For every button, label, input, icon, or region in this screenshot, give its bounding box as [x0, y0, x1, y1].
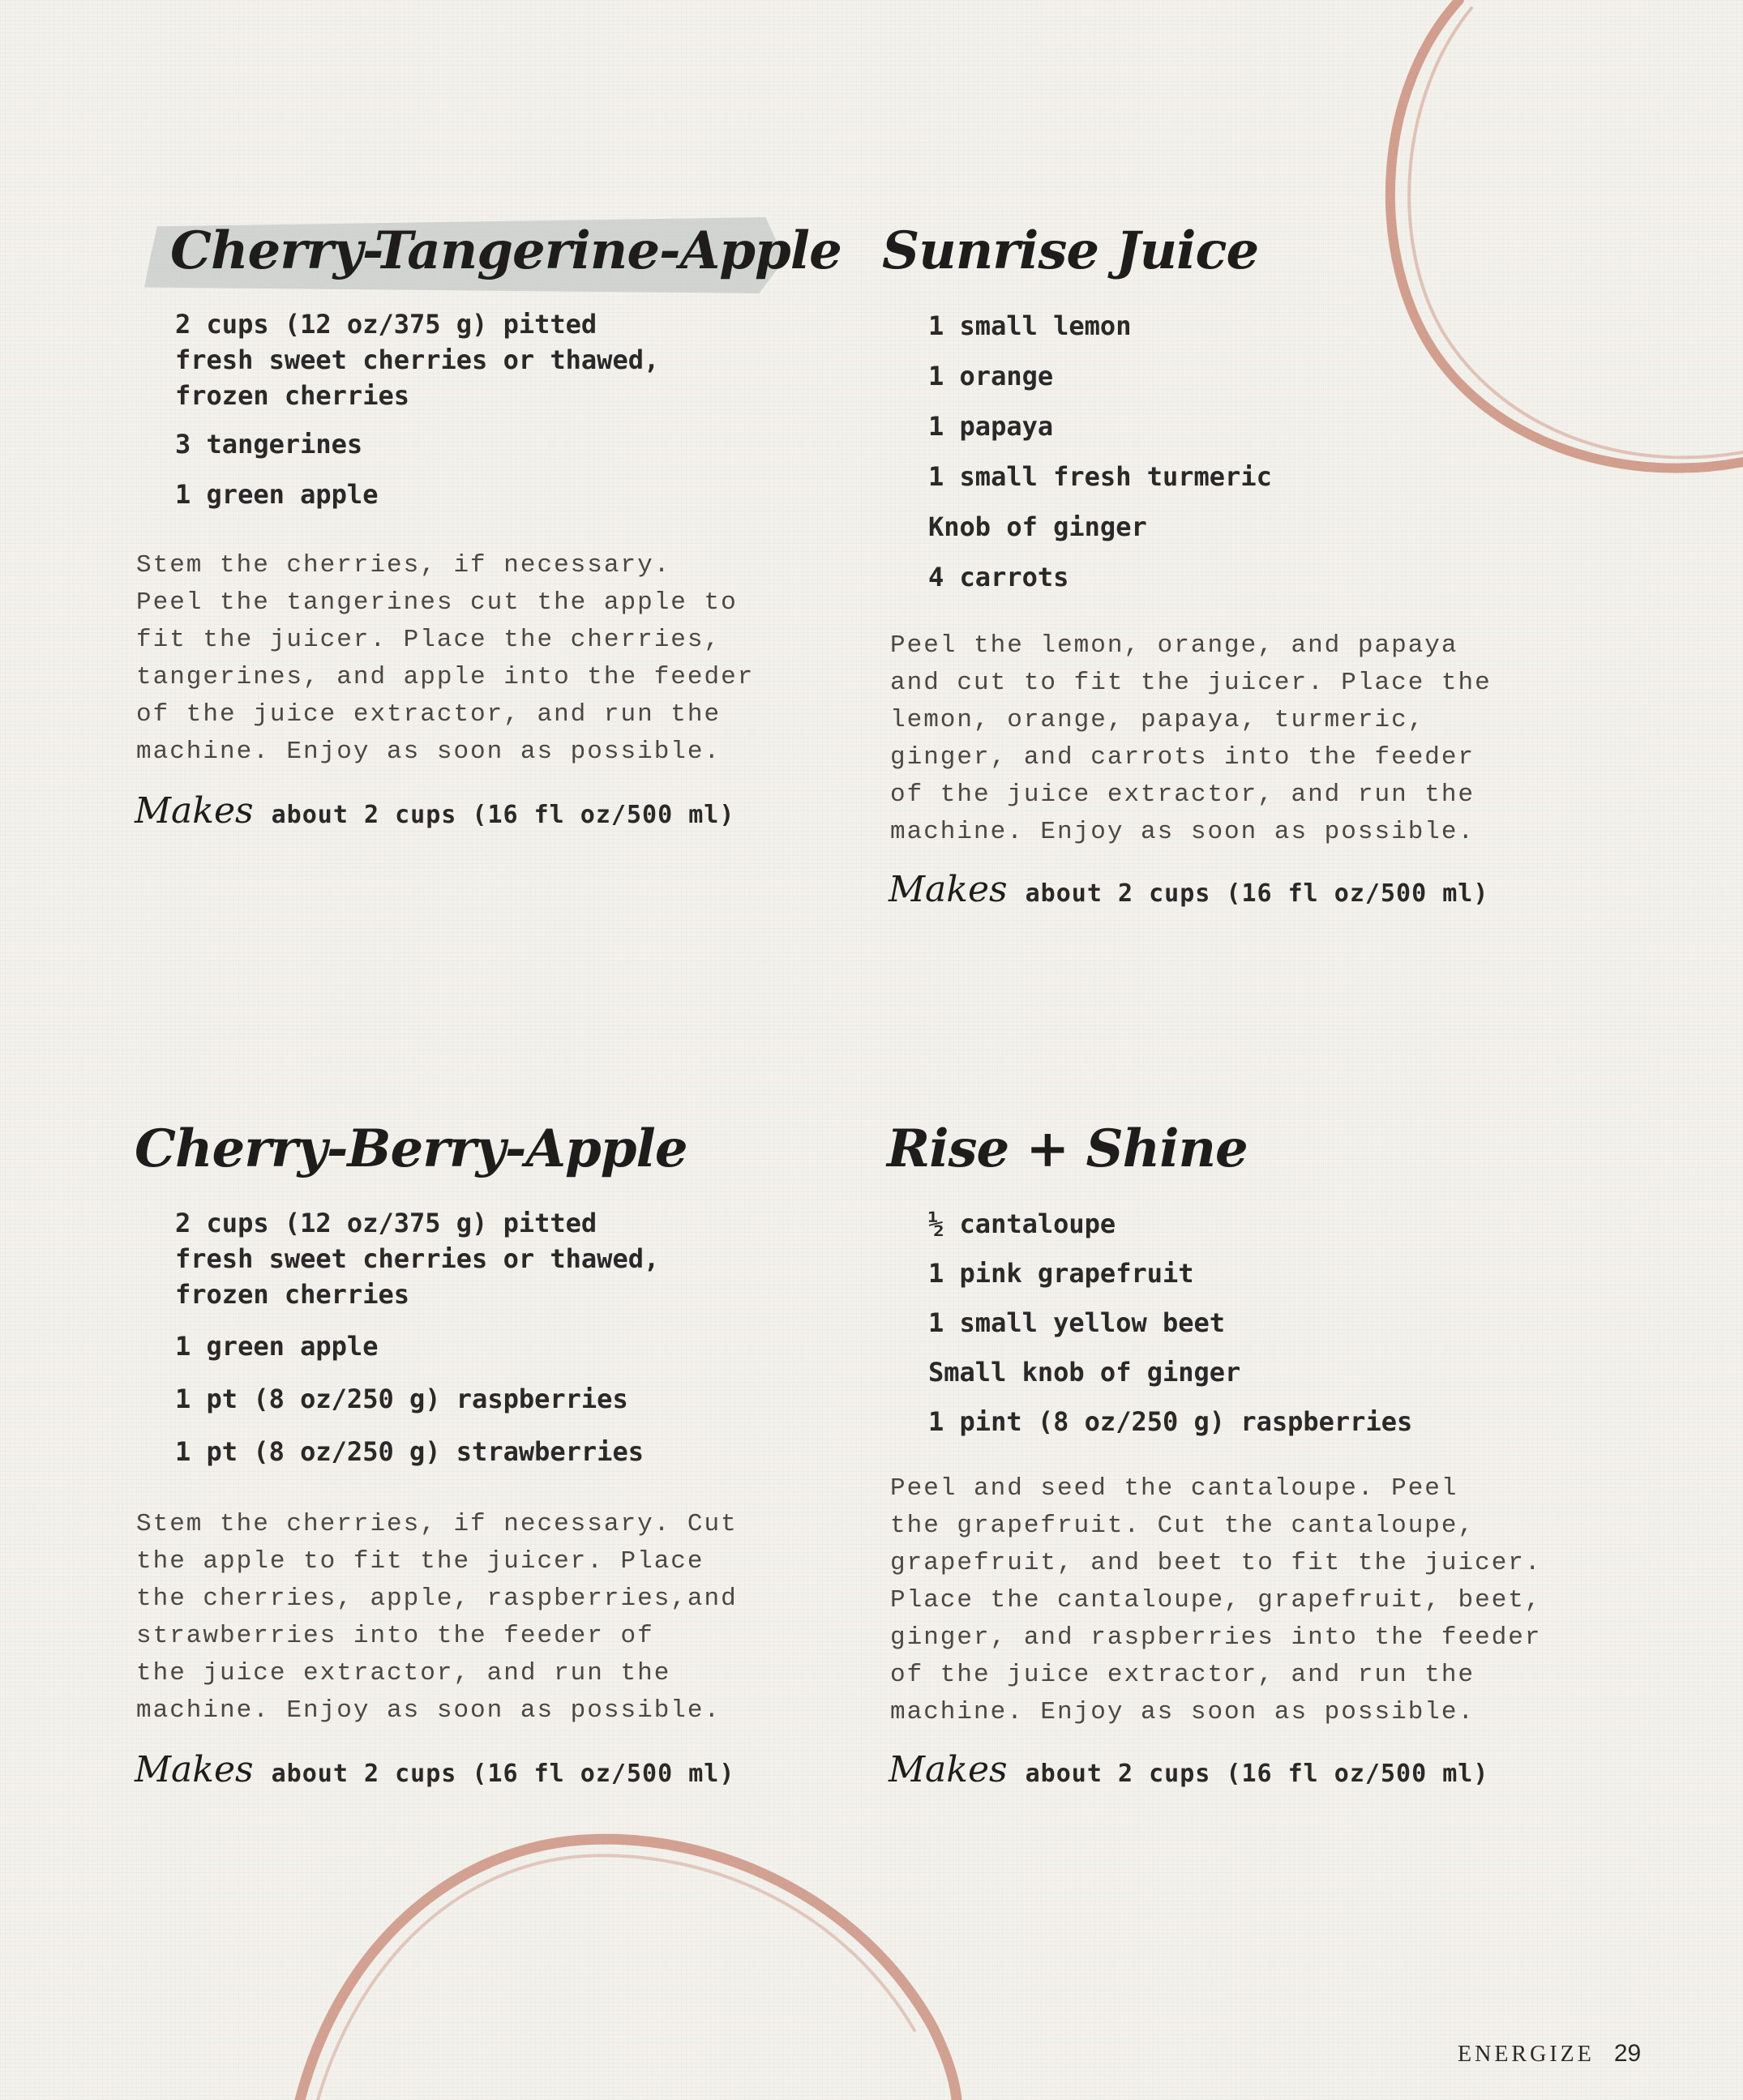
- recipe-title: Cherry-Berry-Apple: [135, 1118, 687, 1179]
- ingredient-item: Knob of ginger: [928, 511, 1147, 542]
- recipe-yield: [889, 1749, 1488, 1790]
- yield-lead: Makes: [889, 869, 1008, 910]
- method-line: machine. Enjoy as soon as possible.: [136, 738, 722, 766]
- method-line: the apple to fit the juicer. Place: [136, 1547, 704, 1576]
- ingredient-item: 1 pt (8 oz/250 g) raspberries: [175, 1384, 628, 1414]
- method-line: and cut to fit the juicer. Place the: [890, 669, 1492, 697]
- method-line: Stem the cherries, if necessary. Cut: [136, 1510, 738, 1538]
- method-line: ginger, and raspberries into the feeder: [890, 1623, 1542, 1652]
- ingredient-item: 1 green apple: [175, 1331, 379, 1362]
- method-line: of the juice extractor, and run the: [136, 700, 722, 729]
- juice-stain-ring-top-right-inner: [1409, 8, 1743, 457]
- ingredient-list: [175, 306, 659, 512]
- yield-lead: Makes: [889, 1749, 1008, 1790]
- method-line: Peel the tangerines cut the apple to: [136, 588, 738, 617]
- yield-lead: Makes: [135, 790, 254, 832]
- juice-stain-ring-bottom-left: [300, 1839, 957, 2100]
- recipe-yield: [135, 790, 734, 832]
- ingredient-item: 1 pink grapefruit: [928, 1258, 1194, 1289]
- page-number: 29: [1613, 2040, 1642, 2067]
- ingredient-list: [175, 1205, 659, 1469]
- yield-text: about 2 cups (16 fl oz/500 ml): [1025, 879, 1489, 908]
- recipe-yield: [135, 1749, 734, 1790]
- ingredient-item: 1 small fresh turmeric: [928, 461, 1272, 492]
- ingredient-item: ½ cantaloupe: [928, 1208, 1116, 1239]
- ingredient-item: 1 pint (8 oz/250 g) raspberries: [928, 1406, 1413, 1437]
- method-line: tangerines, and apple into the feeder: [136, 663, 755, 691]
- method-line: the cherries, apple, raspberries,and: [136, 1585, 738, 1613]
- section-name: ENERGIZE: [1458, 2042, 1595, 2067]
- method-line: strawberries into the feeder of: [136, 1622, 654, 1650]
- method-line: fit the juicer. Place the cherries,: [136, 626, 722, 654]
- ingredient-item: 1 orange: [928, 361, 1054, 391]
- method-line: Peel the lemon, orange, and papaya: [890, 631, 1458, 660]
- recipe-title: Cherry-Tangerine-Apple: [170, 220, 842, 281]
- ingredient-item: 1 small lemon: [928, 310, 1132, 341]
- method-line: ginger, and carrots into the feeder: [890, 743, 1475, 772]
- ingredient-item: 2 cups (12 oz/375 g) pitted fresh sweet cherries or thawed, frozen cherries: [175, 1208, 660, 1310]
- method-line: of the juice extractor, and run the: [890, 781, 1475, 809]
- ingredient-item: 1 pt (8 oz/250 g) strawberries: [175, 1436, 644, 1467]
- yield-text: about 2 cups (16 fl oz/500 ml): [1025, 1760, 1489, 1788]
- yield-lead: Makes: [135, 1749, 254, 1790]
- recipe-method: [136, 547, 754, 771]
- ingredient-item: 3 tangerines: [175, 429, 363, 460]
- yield-text: about 2 cups (16 fl oz/500 ml): [271, 801, 735, 829]
- method-line: machine. Enjoy as soon as possible.: [136, 1696, 722, 1725]
- method-line: Peel and seed the cantaloupe. Peel: [890, 1474, 1458, 1503]
- recipe-title: Sunrise Juice: [882, 220, 1259, 281]
- recipe-method: [890, 627, 1492, 851]
- method-line: machine. Enjoy as soon as possible.: [890, 1698, 1475, 1726]
- method-line: the juice extractor, and run the: [136, 1659, 671, 1687]
- juice-stain-ring-bottom-left-inner: [318, 1855, 914, 2100]
- ingredient-item: Small knob of ginger: [928, 1357, 1241, 1388]
- ingredient-item: 2 cups (12 oz/375 g) pitted fresh sweet cherries or thawed, frozen cherries: [175, 309, 660, 411]
- recipe-title: Rise + Shine: [887, 1118, 1248, 1179]
- ingredient-item: 1 small yellow beet: [928, 1307, 1226, 1338]
- ingredient-item: 1 green apple: [175, 479, 379, 510]
- ingredient-list: [928, 1206, 1412, 1439]
- ingredient-item: 4 carrots: [928, 562, 1069, 592]
- ingredient-item: 1 papaya: [928, 411, 1054, 442]
- method-line: machine. Enjoy as soon as possible.: [890, 818, 1475, 846]
- page-footer: [1458, 2040, 1641, 2068]
- recipe-method: [136, 1506, 738, 1730]
- recipe-method: [890, 1470, 1542, 1731]
- method-line: grapefruit, and beet to fit the juicer.: [890, 1549, 1542, 1577]
- recipe-yield: [889, 869, 1488, 910]
- yield-text: about 2 cups (16 fl oz/500 ml): [271, 1760, 735, 1788]
- juice-stain-ring-top-right: [1390, 0, 1743, 468]
- method-line: of the juice extractor, and run the: [890, 1661, 1475, 1689]
- method-line: Place the cantaloupe, grapefruit, beet,: [890, 1586, 1542, 1615]
- method-line: lemon, orange, papaya, turmeric,: [890, 706, 1425, 734]
- ingredient-list: [928, 308, 1272, 595]
- method-line: the grapefruit. Cut the cantaloupe,: [890, 1512, 1475, 1540]
- method-line: Stem the cherries, if necessary.: [136, 551, 671, 580]
